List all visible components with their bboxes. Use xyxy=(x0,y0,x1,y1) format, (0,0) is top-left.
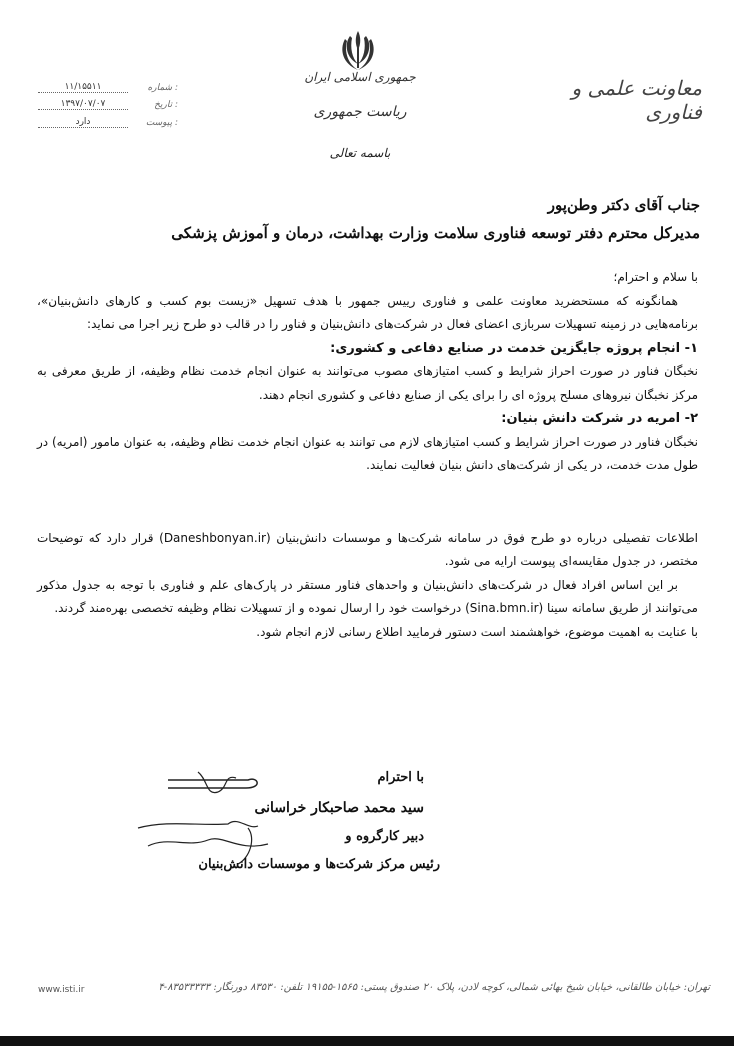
info-paragraph: اطلاعات تفصیلی درباره دو طرح فوق در سامانه شرکت‌ها و موسسات دانش‌بنیان (Daneshbonyan.ir) قرار دارد که توضیحات مختصر، در جدول مقایسه‌ای پیوست ارایه می شود. xyxy=(37,530,698,568)
gov-name: جمهوری اسلامی ایران xyxy=(304,70,416,84)
signatory-name: سید محمد صاحبکار خراسانی xyxy=(254,800,424,816)
footer-website: www.isti.ir xyxy=(38,985,85,995)
signature-regards: با احترام xyxy=(377,770,424,785)
intro-paragraph: همانگونه که مستحضرید معاونت علمی و فناوری رییس جمهور با هدف تسهیل «زیست بوم کسب و کارهای دانش‌بنیان»، برنامه‌هایی در زمینه تسهیلات سربازی اعضای فعال در شرکت‌های دانش‌بنیان و فناور را در قالب دو طرح زیر اجرا می نماید: xyxy=(37,293,698,331)
letter-attachment-value: دارد xyxy=(38,117,128,128)
section2-title: ۲- امریه در شرکت دانش بنیان: xyxy=(501,411,698,426)
letter-attachment-label: پیوست : xyxy=(145,117,178,128)
bismillah: باسمه تعالی xyxy=(329,146,391,160)
addressee-title: مدیرکل محترم دفتر توسعه فناوری سلامت وزارت بهداشت، درمان و آموزش پزشکی xyxy=(171,224,700,242)
letter-date-value: ۱۳۹۷/۰۷/۰۷ xyxy=(38,99,128,110)
department-logo-text: معاونت علمی و فناوری xyxy=(571,76,702,124)
letter-number xyxy=(38,82,178,93)
presidency-name: ریاست جمهوری xyxy=(313,104,407,120)
section1-text: نخبگان فناور در صورت احراز شرایط و کسب امتیازهای مصوب می‌توانند به عنوان انجام خدمت نظام وظیفه، از طریق معرفی به مرکز نخبگان نیروهای مسلح پروژه ای را برای یکی از صنایع دفاعی و کشوری انجام دهند. xyxy=(37,364,698,402)
footer-address: تهران: خیابان طالقانی، خیابان شیخ بهائی شمالی، کوچه لادن، پلاک ۲۰ صندوق پستی: ۱۵۶۵-۱۹۱۵۵ تلفن: ۸۳۵۳۰ دورنگار: ۸۳۵۳۳۳۳۳-۴ xyxy=(158,982,710,993)
greeting: با سلام و احترام؛ xyxy=(613,270,698,284)
letter-date-label: تاریخ : xyxy=(154,99,178,110)
addressee-name: جناب آقای دکتر وطن‌پور xyxy=(547,196,700,214)
signatory-title-1: دبیر کارگروه و xyxy=(345,829,424,844)
apply-paragraph: بر این اساس افراد فعال در شرکت‌های دانش‌بنیان و واحدهای فناور مستقر در پارک‌های علم و فناوری با توجه به جدول مذکور می‌توانند از طریق سامانه سینا (Sina.bmn.ir) درخواست خود را ارسال نموده و از تسهیلات نظام وظیفه تخصصی بهره‌مند گردند. xyxy=(37,577,698,615)
section2-text: نخبگان فناور در صورت احراز شرایط و کسب امتیازهای لازم می توانند به عنوان انجام خدمت نظام وظیفه، به عنوان مامور (امریه) در طول مدت خدمت، در یکی از شرکت‌های دانش بنیان فعالیت نمایند. xyxy=(37,434,698,472)
signatory-title-2: رئیس مرکز شرکت‌ها و موسسات دانش‌بنیان xyxy=(198,857,440,872)
closing-paragraph: با عنایت به اهمیت موضوع، خواهشمند است دستور فرمایید اطلاع رسانی لازم انجام شود. xyxy=(256,624,698,639)
letter-date xyxy=(38,99,178,110)
footer-bar xyxy=(0,1036,734,1046)
letter-number-value: ۱۱/۱۵۵۱۱ xyxy=(38,82,128,93)
section1-title: ۱- انجام پروژه جایگزین خدمت در صنایع دفاعی و کشوری: xyxy=(330,340,698,356)
iran-emblem-icon xyxy=(338,28,378,72)
letter-attachment xyxy=(38,117,178,128)
letter-number-label: شماره : xyxy=(147,82,178,93)
letter-body xyxy=(37,266,698,644)
